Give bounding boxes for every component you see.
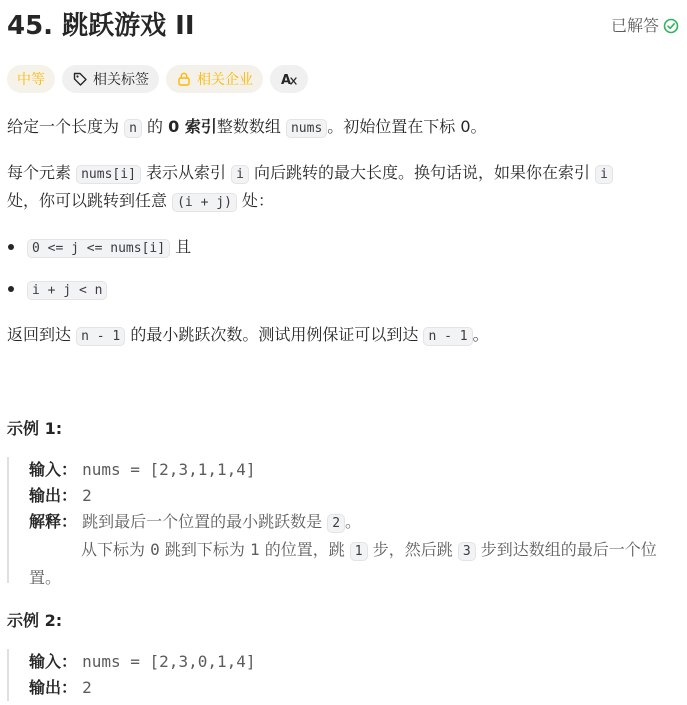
translate-icon [280,71,298,87]
list-item [7,276,191,318]
text: 表示从索引 [146,163,227,182]
text: 的 [147,117,164,136]
lock-icon [176,71,192,87]
text: 给定一个长度为 [7,117,120,136]
text: 每个元素 [7,163,72,182]
inline-code: 1 [350,542,368,561]
bold-text: 0 索引 [168,117,217,136]
text: 跳到下标为 [164,540,245,559]
text: 步，然后跳 [372,540,453,559]
text: 处，你可以跳转到任意 [7,191,168,210]
text: 。 [472,325,489,344]
inline-code: 2 [327,514,345,533]
difficulty-label: 中等 [17,72,45,88]
solved-status-label: 已解答 [610,16,659,35]
explanation-line-2 [29,537,679,591]
related-tags-label: 相关标签 [93,72,149,88]
inline-code: nums [286,119,327,138]
explanation-text: 跳到最后一个位置的最小跳跃数是 [82,512,323,531]
tag-icon [72,71,88,87]
text: 处： [242,191,275,210]
inline-code: 3 [458,542,476,561]
output-label: 输出： [29,486,78,505]
explanation-label: 解释： [29,512,78,531]
text: 0 [150,540,160,559]
output-label: 输出： [29,678,78,697]
difficulty-badge[interactable] [7,65,55,93]
statement-paragraph-1 [7,114,487,142]
inline-code: n - 1 [76,327,125,346]
text: 的最小跳跃次数。测试用例保证可以到达 [130,325,419,344]
output-value: 2 [82,678,92,697]
inline-code: i [595,165,613,184]
example-explanation-row [29,509,679,537]
text: 整数数组 [216,117,281,136]
text: 步到达数组的最后一个位置。 [29,540,657,587]
translate-button[interactable] [270,65,308,93]
problem-title[interactable]: 45. 跳跃游戏 II [7,11,195,41]
inline-code: nums[i] [76,165,141,184]
text: 从下标为 [81,540,146,559]
related-companies-label: 相关企业 [197,72,253,88]
input-label: 输入： [29,652,78,671]
example-2-box [7,649,679,701]
output-value: 2 [82,486,92,505]
example-input-row [29,457,679,483]
inline-code: n - 1 [423,327,472,346]
example-output-row [29,675,679,701]
text: 的位置，跳 [264,540,345,559]
text: 1 [249,540,260,559]
statement-paragraph-3 [7,322,489,350]
inline-code: (i + j) [172,193,237,212]
example-1-box [7,457,679,587]
solved-status [611,14,679,38]
svg-text:A: A [281,73,292,87]
constraint-list [7,234,191,318]
example-2-title: 示例 2: [7,611,63,630]
input-label: 输入： [29,460,78,479]
text: 返回到达 [7,325,72,344]
check-circle-icon [663,18,679,34]
text: 。 [345,512,362,531]
text: 。初始位置在下标 0。 [327,117,487,136]
related-tags-button[interactable] [62,65,159,93]
example-1-title: 示例 1: [7,419,63,438]
text: 向后跳转的最大长度。换句话说，如果你在索引 [254,163,591,182]
inline-code: 0 <= j <= nums[i] [27,239,170,258]
statement-paragraph-2 [7,160,647,216]
problem-header [7,8,679,44]
tag-row [7,65,308,93]
example-input-row [29,649,679,675]
input-value: nums = [2,3,1,1,4] [82,460,256,479]
example-output-row [29,483,679,509]
input-value: nums = [2,3,0,1,4] [82,652,256,671]
related-companies-button[interactable] [166,65,263,93]
inline-code: i + j < n [27,281,107,300]
inline-code: n [124,119,142,138]
list-item [7,234,191,276]
text: 且 [175,237,192,256]
inline-code: i [231,165,249,184]
